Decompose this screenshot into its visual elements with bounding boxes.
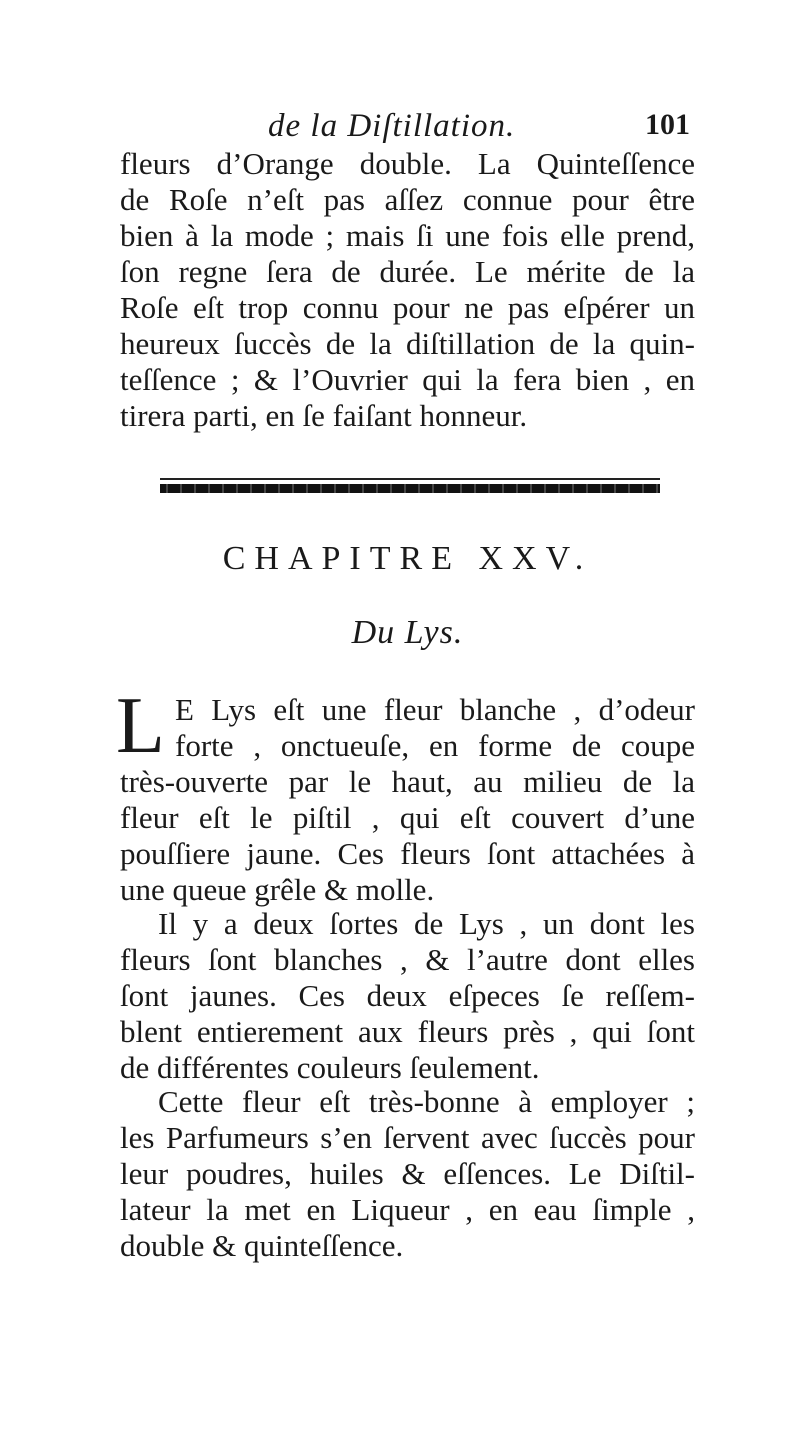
text-line: une queue grêle & molle.	[120, 872, 435, 907]
section-title: Du Lys.	[351, 614, 464, 651]
ornamental-rule-thick	[160, 484, 660, 493]
text-line: Cette fleur eſt très-bonne à employer ;	[158, 1084, 695, 1119]
chapter-title: CHAPITRE XXV.	[222, 540, 593, 577]
text-line: les Parfumeurs s’en ſervent avec ſuccès pour	[120, 1120, 695, 1155]
text-line: de Roſe n’eſt pas aſſez connue pour être	[120, 182, 695, 217]
page-number: 101	[645, 108, 690, 141]
text-line: leur poudres, huiles & eſſences. Le Diſtil-	[120, 1156, 695, 1191]
running-head	[120, 108, 690, 148]
text-line: de différentes couleurs ſeulement.	[120, 1050, 540, 1085]
text-line: blent entierement aux fleurs près , qui ſont	[120, 1014, 695, 1049]
text-line: E Lys eſt une fleur blanche , d’odeur	[175, 692, 695, 727]
text-line: bien à la mode ; mais ſi une fois elle prend,	[120, 218, 695, 253]
text-line: tirera parti, en ſe faiſant honneur.	[120, 398, 528, 433]
text-line: double & quinteſſence.	[120, 1228, 404, 1263]
text-line: ſon regne ſera de durée. Le mérite de la	[120, 254, 695, 289]
drop-cap: L	[116, 682, 165, 770]
running-title: de la Diſtillation.	[268, 108, 516, 144]
text-line: teſſence ; & l’Ouvrier qui la fera bien , en	[120, 362, 695, 397]
text-line: très-ouverte par le haut, au milieu de la	[120, 764, 695, 799]
text-line: heureux ſuccès de la diſtillation de la quin-	[120, 326, 695, 361]
ornamental-rule-thin	[160, 478, 660, 480]
text-line: ſont jaunes. Ces deux eſpeces ſe reſſem-	[120, 978, 695, 1013]
text-line: fleur eſt le piſtil , qui eſt couvert d’une	[120, 800, 695, 835]
text-line: Roſe eſt trop connu pour ne pas eſpérer un	[120, 290, 695, 325]
text-line: pouſſiere jaune. Ces fleurs ſont attachées à	[120, 836, 695, 871]
text-line: fleurs ſont blanches , & l’autre dont elles	[120, 942, 695, 977]
text-line: Il y a deux ſortes de Lys , un dont les	[158, 906, 695, 941]
text-line: lateur la met en Liqueur , en eau ſimple ,	[120, 1192, 695, 1227]
text-line: fleurs d’Orange double. La Quinteſſence	[120, 146, 695, 181]
text-line: forte , onctueuſe, en forme de coupe	[175, 728, 695, 763]
